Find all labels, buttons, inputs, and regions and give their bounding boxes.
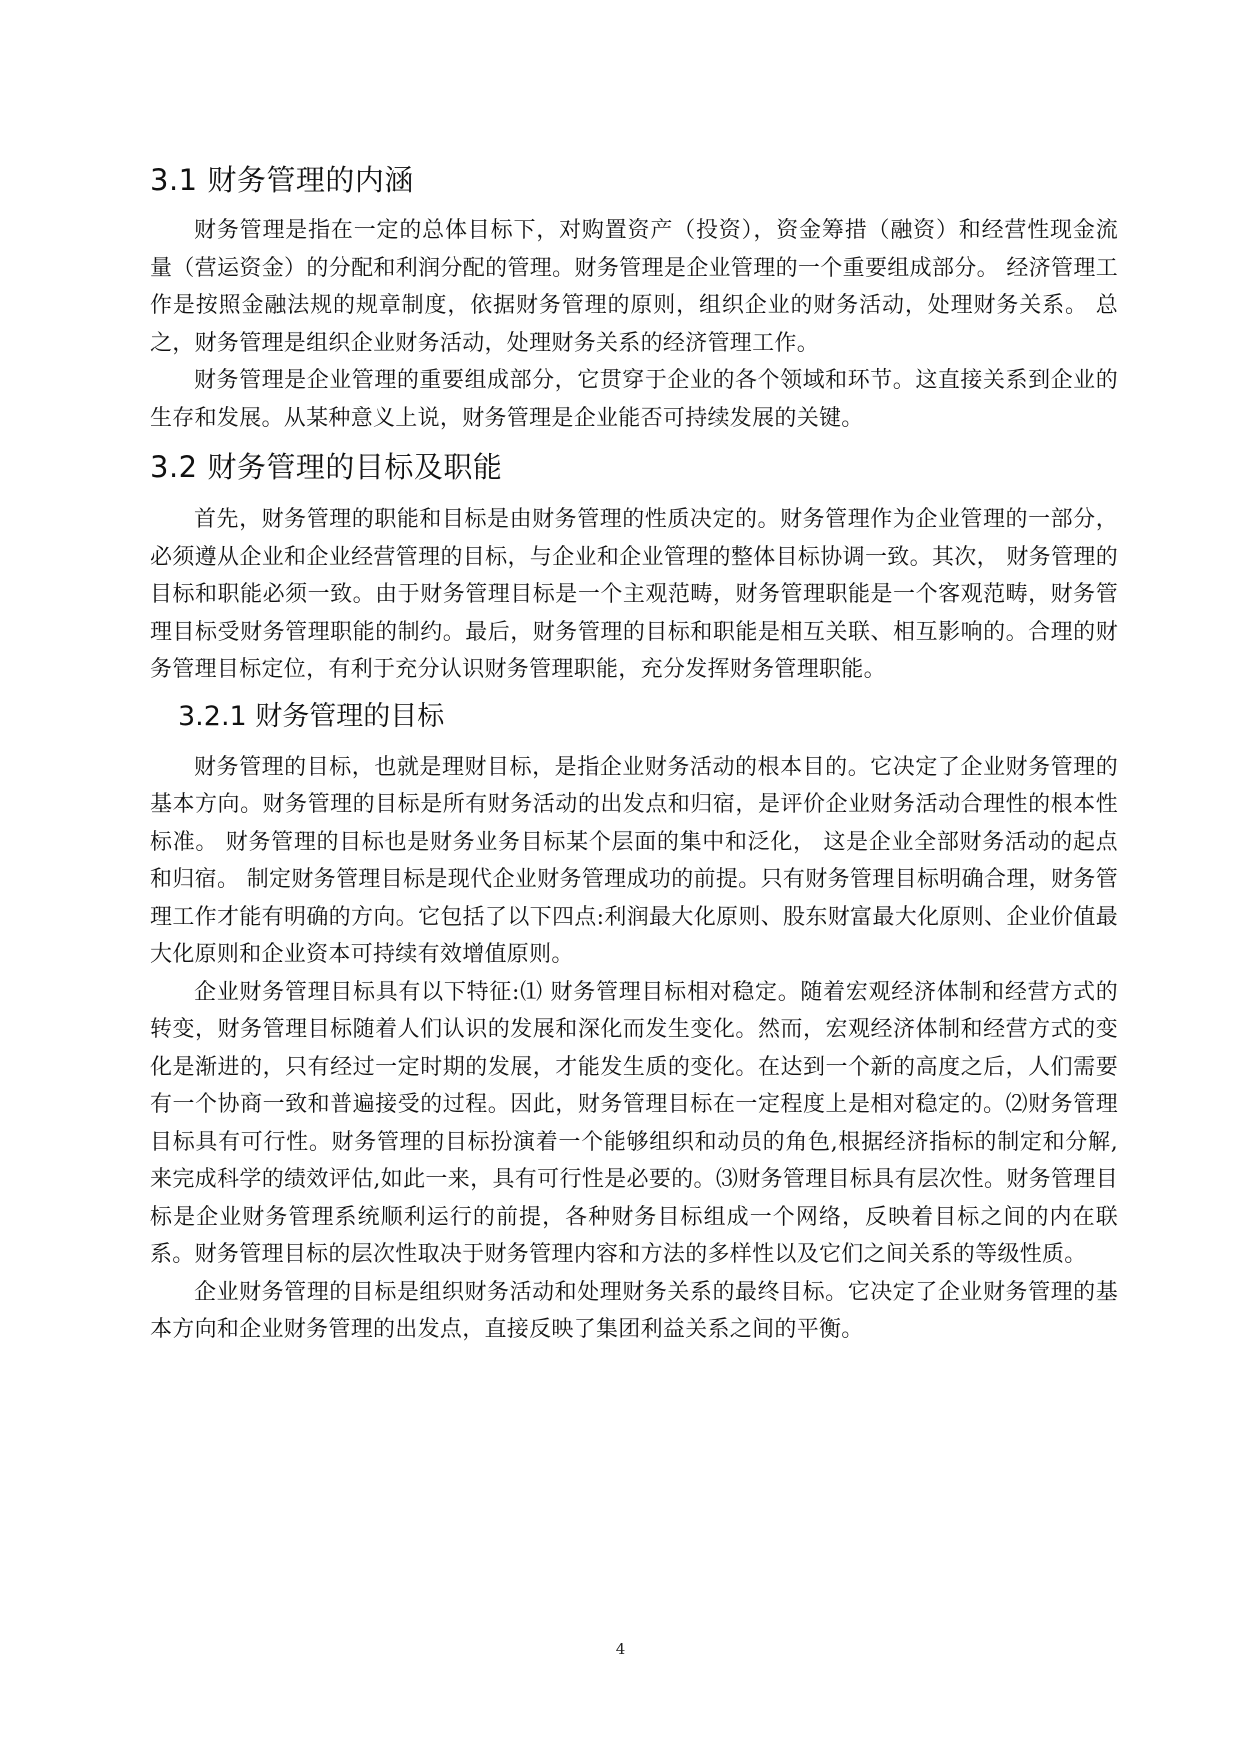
paragraph-3-2-1-b: 企业财务管理目标具有以下特征:⑴ 财务管理目标相对稳定。随着宏观经济体制和经营方式的转变，财务管理目标随着人们认识的发展和深化而发生变化。然而，宏观经济体制和经营方式的变化是渐进的，只有经过一定时期的发展，才能发生质的变化。在达到一个新的高度之后，人们需要有一个协商一致和普遍接受的过程。因此，财务管理目标在一定程度上是相对稳定的。⑵财务管理目标具有可行性。财务管理的目标扮演着一个能够组织和动员的角色,根据经济指标的制定和分解,来完成科学的绩效评估,如此一来，具有可行性是必要的。⑶财务管理目标具有层次性。财务管理目标是企业财务管理系统顺利运行的前提，各种财务目标组成一个网络，反映着目标之间的内在联系。财务管理目标的层次性取决于财务管理内容和方法的多样性以及它们之间关系的等级性质。: [150, 979, 1118, 1267]
paragraph-3-2-1-c: 企业财务管理的目标是组织财务活动和处理财务关系的最终目标。它决定了企业财务管理的基本方向和企业财务管理的出发点，直接反映了集团利益关系之间的平衡。: [150, 1279, 1118, 1342]
paragraph-3-2-1-a: 财务管理的目标，也就是理财目标，是指企业财务活动的根本目的。它决定了企业财务管理的基本方向。财务管理的目标是所有财务活动的出发点和归宿，是评价企业财务活动合理性的根本性标准。 财务管理的目标也是财务业务目标某个层面的集中和泛化， 这是企业全部财务活动的起点和归宿。 制定财务管理目标是现代企业财务管理成功的前提。只有财务管理目标明确合理，财务管理工作才能有明确的方向。它包括了以下四点:利润最大化原则、股东财富最大化原则、企业价值最大化原则和企业资本可持续有效增值原则。: [150, 754, 1118, 967]
paragraph-3-1-b: 财务管理是企业管理的重要组成部分，它贯穿于企业的各个领域和环节。这直接关系到企业的生存和发展。从某种意义上说，财务管理是企业能否可持续发展的关键。: [150, 368, 1118, 431]
section-heading-3-2: 3.2 财务管理的目标及职能: [150, 450, 503, 484]
page-number: 4: [615, 1640, 626, 1658]
document-body: [150, 160, 1118, 1349]
paragraph-3-2-a: 首先，财务管理的职能和目标是由财务管理的性质决定的。财务管理作为企业管理的一部分，必须遵从企业和企业经营管理的目标，与企业和企业管理的整体目标协调一致。其次， 财务管理的目标和职能必须一致。由于财务管理目标是一个主观范畴，财务管理职能是一个客观范畴，财务管理目标受财务管理职能的制约。最后，财务管理的目标和职能是相互关联、相互影响的。合理的财务管理目标定位，有利于充分认识财务管理职能，充分发挥财务管理职能。: [150, 507, 1118, 682]
section-heading-3-2-1: 3.2.1 财务管理的目标: [178, 700, 445, 732]
paragraph-3-1-a: 财务管理是指在一定的总体目标下，对购置资产（投资），资金筹措（融资）和经营性现金流量（营运资金）的分配和利润分配的管理。财务管理是企业管理的一个重要组成部分。 经济管理工作是按照金融法规的规章制度，依据财务管理的原则，组织企业的财务活动，处理财务关系。 总之，财务管理是组织企业财务活动，处理财务关系的经济管理工作。: [150, 218, 1118, 356]
section-heading-3-1: 3.1 财务管理的内涵: [150, 163, 414, 197]
